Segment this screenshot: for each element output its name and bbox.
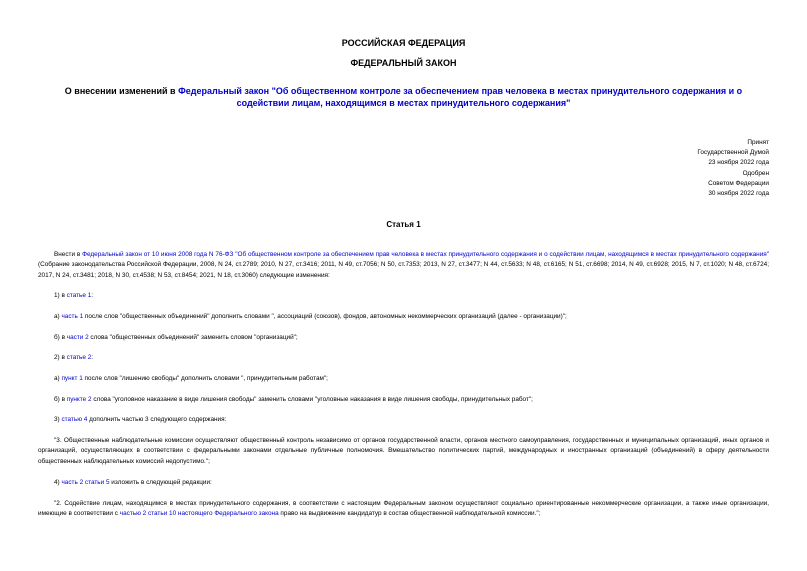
adoption-line: 30 ноября 2022 года — [708, 190, 769, 198]
text-run: а) — [54, 375, 62, 382]
text-run: 3) — [54, 416, 62, 423]
text-run: слова "уголовное наказание в виде лишения свободы" заменить словами "уголовные наказания в виде лишения свободы, принудительных работ"; — [91, 396, 533, 403]
adoption-line: Одобрен — [742, 169, 769, 177]
text-run: Внести в — [54, 251, 83, 258]
paragraph-item-1a — [38, 312, 769, 322]
law-title-link[interactable]: Федеральный закон "Об общественном контроле за обеспечением прав человека в местах принудительного содержания и о содействии лицам, находящимся в местах принудительного содержания" — [178, 86, 743, 108]
paragraph-item-1b — [38, 333, 769, 343]
text-run: изложить в следующей редакции: — [109, 479, 212, 486]
paragraph-quote-part-2 — [38, 499, 769, 520]
text-run: 4) — [54, 479, 62, 486]
article-10-part-2-link[interactable]: частью 2 статьи 10 настоящего Федерального закона — [119, 510, 279, 518]
paragraph-quote-part-3: "3. Общественные наблюдательные комиссии осуществляют общественный контроль независимо от органов государственной власти, органов местного самоуправления, государственных и муниципальных организаций, иных органов и организаций, осуществляющих в соответствии с федеральными законами отдельные публичные полномочия. Вмешательство политических партий, международных и иностранных организаций (объединений) в сферу деятельности общественных наблюдательных комиссий недопустимо."; — [38, 437, 769, 465]
adoption-line: Советом Федерации — [708, 179, 769, 187]
paragraph-item-2a — [38, 374, 769, 384]
heading-law-type: ФЕДЕРАЛЬНЫЙ ЗАКОН — [350, 58, 457, 68]
text-run: слова "общественных объединений" заменить словом "организаций"; — [88, 334, 298, 341]
text-run: после слов "общественных объединений" дополнить словами ", ассоциаций (союзов), фондов, автономных некоммерческих организаций (далее - организации)"; — [83, 313, 567, 320]
text-run: право на выдвижение кандидатур в состав общественной наблюдательной комиссии."; — [278, 510, 541, 518]
text-run: а) — [54, 313, 62, 320]
text-run: дополнить частью 3 следующего содержания: — [87, 416, 227, 423]
paragraph-item-4 — [38, 478, 769, 488]
text-run: : — [91, 354, 94, 361]
paragraph-item-3 — [38, 415, 769, 425]
text-run: б) в — [54, 396, 67, 403]
paragraph-item-2b — [38, 395, 769, 405]
paragraph-item-2 — [38, 353, 769, 363]
paragraph-item-1 — [38, 291, 769, 301]
part-2-link[interactable]: части 2 — [66, 334, 89, 341]
adoption-line: Принят — [747, 139, 769, 146]
article-2-link[interactable]: статье 2 — [66, 354, 92, 361]
article-5-part-2-link[interactable]: часть 2 статьи 5 — [61, 479, 110, 486]
text-run: (Собрание законодательства Российской Федерации, 2008, N 24, ст.2789; 2010, N 27, ст.3416; 2011, N 49, ст.7056; N 50, ст.7353; 2013, N 27, ст.3477; N 44, ст.5633; N 48, ст.6165; N 51, ст.6698; 2014, N 49, ст.6928; 2015, N 7, ст.1020; N 48, ст.6724; 2017, N 24, ст.3481; 2018, N 30, ст.4538; N 53, ст.8454; 2021, N 18, ст.3060) следующие изменения: — [38, 261, 769, 279]
text-run: после слов "лишению свободы" дополнить словами ", принудительным работам"; — [82, 375, 328, 382]
heading-federation: РОССИЙСКАЯ ФЕДЕРАЦИЯ — [341, 38, 466, 48]
article-4-link[interactable]: статью 4 — [61, 416, 88, 423]
text-run: 2) в — [54, 354, 67, 361]
paragraph-intro — [38, 250, 769, 281]
article-title: Статья 1 — [386, 220, 421, 229]
law-title-prefix: О внесении изменений в — [64, 86, 179, 96]
law-title — [38, 85, 769, 109]
text-run: б) в — [54, 334, 67, 341]
text-run: "2. Содействие лицам, находящимся в местах принудительного содержания, в соответствии с настоящим Федеральным законом осуществляют социально ориентированные некоммерческие организации, а также иные организации, имеющие в соответствии с — [38, 500, 769, 518]
point-2-link[interactable]: пункте 2 — [66, 396, 92, 403]
text-run: 1) в — [54, 292, 67, 299]
adoption-info — [697, 138, 769, 199]
text-run: : — [91, 292, 94, 299]
part-1-link[interactable]: часть 1 — [61, 313, 84, 320]
adoption-line: 23 ноября 2022 года — [708, 159, 769, 167]
article-1-link[interactable]: статье 1 — [66, 292, 92, 299]
point-1-link[interactable]: пункт 1 — [61, 375, 83, 382]
law-reference-link[interactable]: Федеральный закон от 10 июня 2008 года N 76-ФЗ "Об общественном контроле за обеспечением прав человека в местах принудительного содержания и о содействии лицам, находящимся в местах принудительного содержания" — [82, 251, 769, 258]
adoption-line: Государственной Думой — [697, 149, 769, 157]
